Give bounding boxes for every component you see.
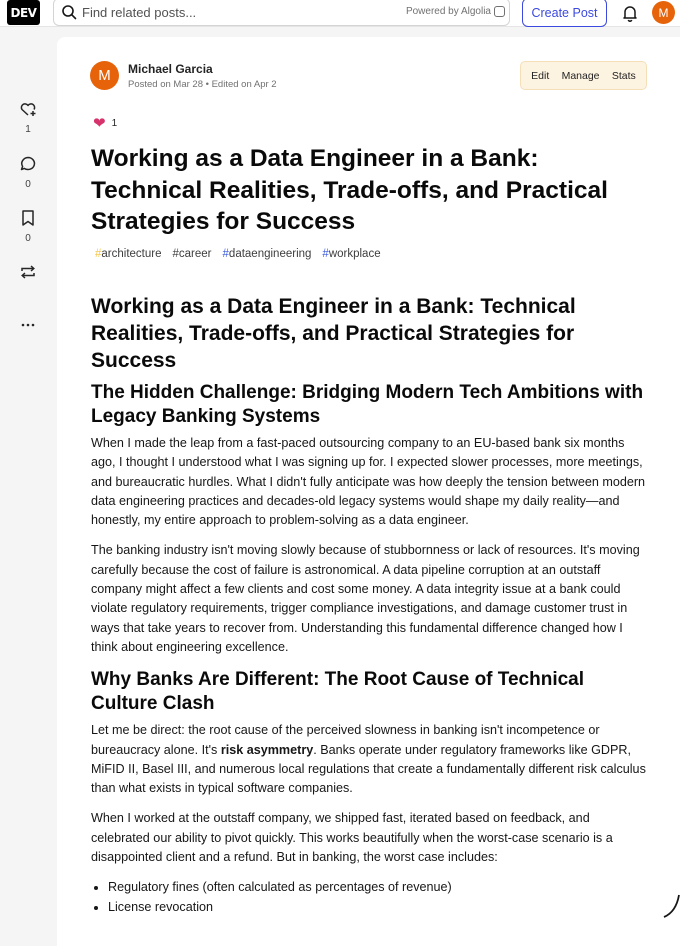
notifications-bell-icon[interactable] bbox=[620, 3, 640, 23]
user-avatar[interactable]: M bbox=[652, 1, 675, 24]
article-body bbox=[91, 293, 647, 917]
paragraph bbox=[91, 721, 647, 798]
post-date: Posted on Mar 28 • Edited on Apr 2 bbox=[128, 79, 277, 90]
like-count: 1 bbox=[25, 124, 31, 135]
more-options-button[interactable] bbox=[14, 315, 42, 335]
bold-text: risk asymmetry bbox=[220, 742, 314, 757]
tag-label: dataengineering bbox=[228, 248, 312, 260]
list-item: • Regulatory fines (often calculated as percentages of revenue) bbox=[108, 878, 647, 897]
paragraph: When I worked at the outstaff company, we shipped fast, iterated based on feedback, and celebrated our ability to pivot quickly. This works beautifully when the worst-case scenario is a disappointed client and a refund. But in banking, the worst case includes: bbox=[91, 811, 613, 865]
edit-button[interactable]: Edit bbox=[531, 69, 550, 82]
tag-hash: # bbox=[222, 248, 229, 260]
algolia-icon bbox=[494, 6, 505, 17]
paragraph: When I made the leap from a fast-paced outsourcing company to an EU-based bank six months ago, I thought I understood what I was signing up for. I expected slower processes, more meetings, and bureaucratic hurdles. What I didn't fully anticipate was how deeply the tension between modern data engineering practices and decades-old legacy systems would shape my daily reality—and honestly, my entire approach to problem-solving as a data engineer. bbox=[91, 436, 646, 528]
tag-dataengineering[interactable] bbox=[223, 248, 312, 260]
comment-button[interactable] bbox=[14, 154, 42, 190]
subsection-heading: The Hidden Challenge: Bridging Modern Tech Ambitions with Legacy Banking Systems bbox=[91, 382, 644, 427]
paragraph-text: Let me be direct: the root cause of the perceived slowness in banking isn't incompetence or bureaucracy alone. It's bbox=[91, 723, 600, 757]
reaction-summary[interactable] bbox=[93, 114, 117, 132]
repost-icon bbox=[18, 262, 38, 282]
comment-icon bbox=[18, 154, 38, 174]
stats-button[interactable]: Stats bbox=[611, 69, 636, 82]
bullet-list bbox=[91, 878, 647, 917]
author-avatar[interactable]: M bbox=[90, 61, 119, 90]
search-input[interactable] bbox=[82, 2, 382, 22]
section-heading: Working as a Data Engineer in a Bank: Technical Realities, Trade-offs, and Practical Strategies for Success bbox=[91, 295, 576, 372]
tag-career[interactable] bbox=[173, 248, 212, 260]
author-name[interactable]: Michael Garcia bbox=[128, 62, 213, 76]
subsection-heading: Why Banks Are Different: The Root Cause of Technical Culture Clash bbox=[91, 669, 585, 715]
search-box[interactable] bbox=[53, 0, 510, 26]
more-horizontal-icon bbox=[18, 315, 38, 335]
sparkle-heart-icon: ❤ bbox=[93, 115, 106, 132]
tag-hash: # bbox=[172, 248, 179, 260]
comment-count: 0 bbox=[25, 179, 31, 190]
paragraph: The banking industry isn't moving slowly because of stubbornness or lack of resources. It's moving carefully because the cost of failure is astronomical. A data pipeline corruption at an outstaff company might affect a few clients and cost some money. A data integrity issue at a bank could violate regulatory requirements, trigger compliance investigations, and damage customer trust in ways that take years to recover from. Understanding this fundamental difference changed how I think about engineering excellence. bbox=[91, 543, 640, 654]
bookmark-count: 0 bbox=[25, 233, 31, 244]
share-button[interactable] bbox=[14, 262, 42, 282]
tag-list bbox=[95, 248, 381, 260]
tag-label: career bbox=[178, 248, 212, 260]
tag-hash: # bbox=[322, 248, 329, 260]
paragraph-text: . Banks operate under regulatory frameworks like GDPR, MiFID II, Basel III, and numerous local regulations that create a fundamentally different risk calculus than what exists in typical software companies. bbox=[91, 742, 646, 796]
article-title: Working as a Data Engineer in a Bank: Technical Realities, Trade-offs, and Practical Strategies for Success bbox=[91, 145, 608, 235]
like-button[interactable] bbox=[14, 99, 42, 135]
bookmark-button[interactable] bbox=[14, 208, 42, 244]
scroll-corner-decoration bbox=[662, 894, 680, 918]
reaction-count: 1 bbox=[111, 117, 118, 129]
tag-label: architecture bbox=[101, 248, 162, 260]
heart-plus-icon bbox=[18, 99, 38, 119]
article-actions bbox=[520, 61, 647, 90]
create-post-button[interactable]: Create Post bbox=[522, 0, 607, 27]
tag-label: workplace bbox=[328, 248, 381, 260]
bookmark-icon bbox=[18, 208, 38, 228]
powered-by-label: Powered by Algolia bbox=[405, 6, 491, 17]
dev-logo[interactable]: DEV bbox=[7, 0, 40, 25]
list-item: • License revocation bbox=[108, 898, 647, 917]
algolia-attribution[interactable] bbox=[406, 6, 505, 17]
tag-hash: # bbox=[95, 248, 102, 260]
manage-button[interactable]: Manage bbox=[561, 69, 600, 82]
top-header bbox=[0, 0, 680, 27]
article-card bbox=[57, 37, 680, 946]
tag-workplace[interactable] bbox=[322, 248, 380, 260]
tag-architecture[interactable] bbox=[95, 248, 162, 260]
search-icon bbox=[61, 4, 77, 20]
